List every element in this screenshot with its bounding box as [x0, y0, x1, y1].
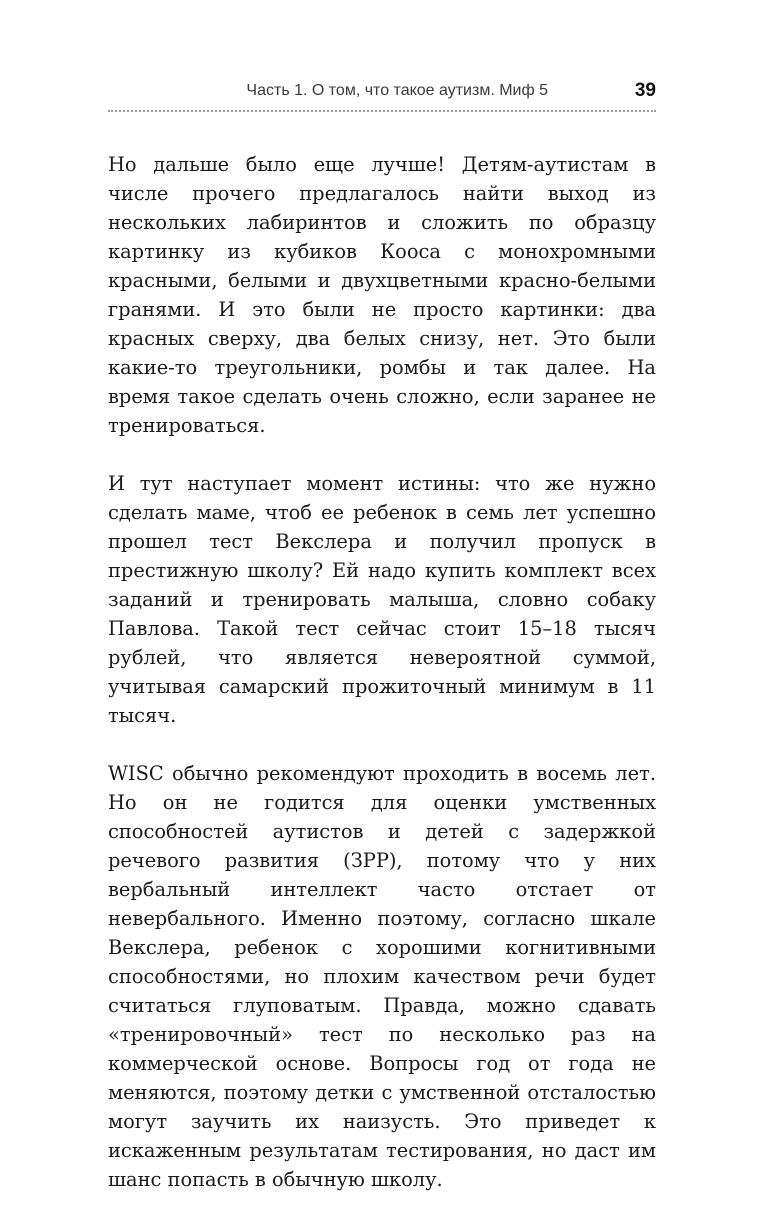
- paragraph-1: Но дальше было еще лучше! Детям-аутистам в числе прочего предлагалось найти выход из нескольких лабиринтов и сложить по образцу картинку из кубиков Кооса с монохромными красными, белыми и двухцветными красно-белыми гранями. И это были не просто картинки: два красных сверху, два белых снизу, нет. Это были какие-то треугольники, ромбы и так далее. На время такое сделать очень сложно, если заранее не тренироваться.: [108, 153, 656, 437]
- paragraph-3: WISC обычно рекомендуют проходить в восемь лет. Но он не годится для оценки умственных способностей аутистов и детей с задержкой речевого развития (ЗРР), потому что у них вербальный интеллект часто отстает от невербального. Именно поэтому, согласно шкале Векслера, ребенок с хорошими когнитивными способностями, но плохим качеством речи будет считаться глуповатым. Правда, можно сдавать «тренировочный» тест по несколько раз на коммерческой основе. Вопросы год от года не меняются, поэтому детки с умственной отсталостью могут заучить их наизусть. Это приведет к искаженным результатам тестирования, но даст им шанс попасть в обычную школу.: [108, 762, 656, 1191]
- running-header: [108, 80, 656, 110]
- page-number: 39: [634, 80, 656, 101]
- body-text: [108, 150, 656, 1223]
- chapter-title: Часть 1. О том, что такое аутизм. Миф 5: [246, 82, 548, 99]
- paragraph-2: И тут наступает момент истины: что же нужно сделать маме, чтоб ее ребенок в семь лет успешно прошел тест Векслера и получил пропуск в престижную школу? Ей надо купить комплект всех заданий и тренировать малыша, словно собаку Павлова. Такой тест сейчас стоит 15–18 тысяч рублей, что является невероятной суммой, учитывая самарский прожиточный минимум в 11 тысяч.: [108, 472, 656, 727]
- header-dotted-rule: [108, 110, 656, 112]
